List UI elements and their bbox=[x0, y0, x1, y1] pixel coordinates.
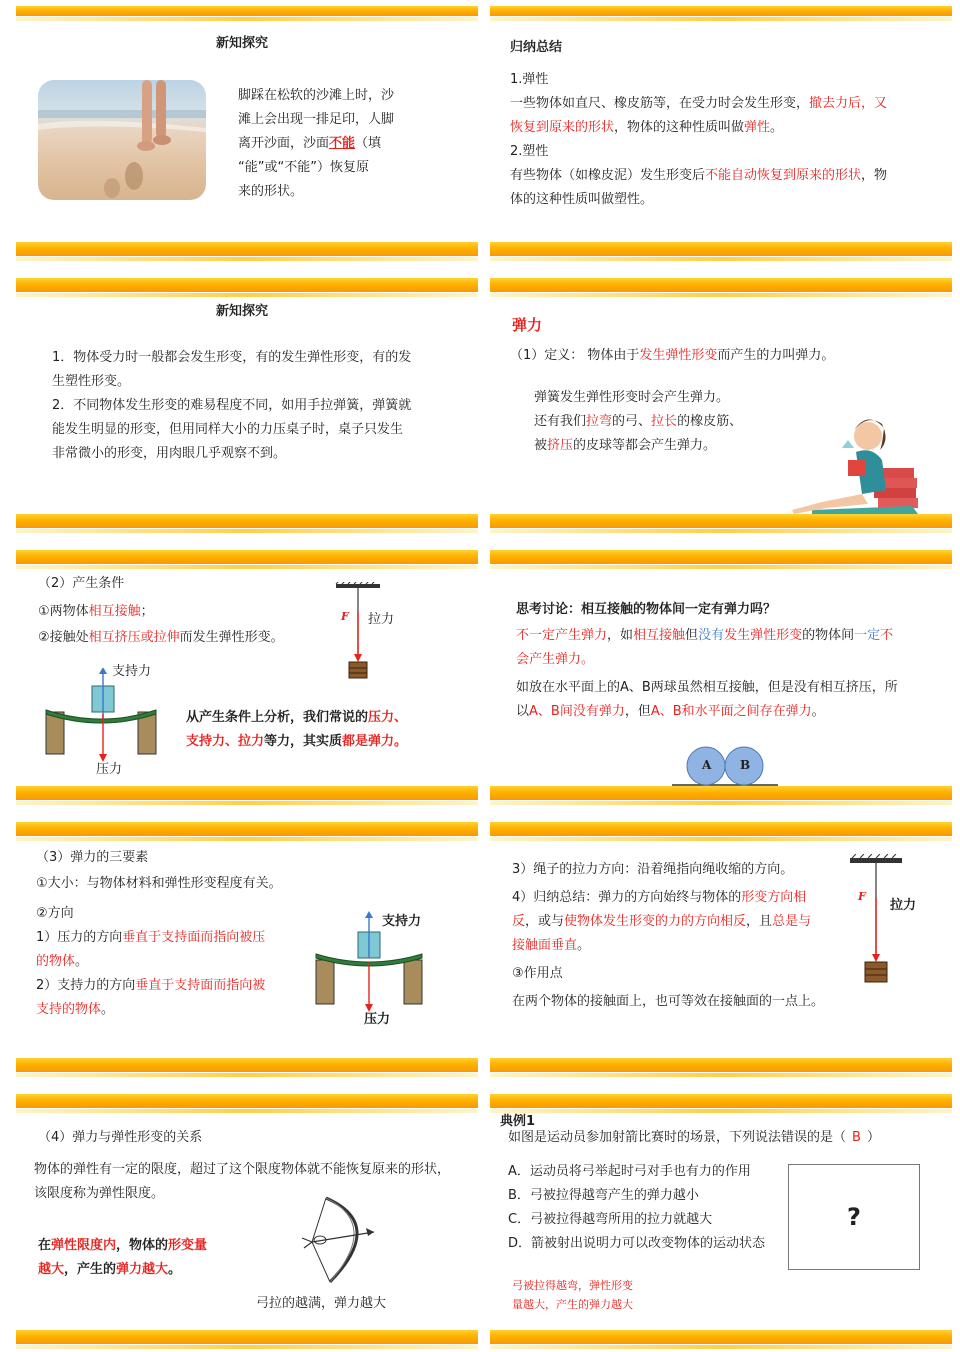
hanging-weight-diagram bbox=[848, 854, 908, 984]
reading-girl-illustration bbox=[782, 410, 932, 520]
section-heading: （3）弹力的三要素 bbox=[36, 850, 149, 865]
slide-1 bbox=[8, 0, 478, 262]
top-bar bbox=[16, 822, 478, 836]
slide-9: （4）弹力与弹性形变的关系 物体的弹性有一定的限度，超过了这个限度物体就不能恢复原来的形状， 该限度称为弹性限度。 在弹性限度内，物体的形变量 越大，产生的弹力越大。 弓拉的越满，弹力越大 bbox=[8, 1088, 478, 1350]
bottom-bar bbox=[16, 1058, 478, 1072]
slide-title: 归纳总结 bbox=[510, 40, 563, 55]
beach-photo bbox=[38, 80, 206, 200]
option-b: B．弓被拉得越弯产生的弹力越小 bbox=[508, 1188, 699, 1203]
bottom-bar bbox=[490, 514, 952, 528]
bottom-bar bbox=[16, 786, 478, 800]
slide-4: 弹力 （1）定义： 物体由于发生弹性形变而产生的力叫弹力。 弹簧发生弹性形变时会产生弹力。 还有我们拉弯的弓、拉长的橡皮筋、 被挤压的皮球等都会产生弹力。 bbox=[482, 272, 952, 534]
top-bar bbox=[16, 278, 478, 292]
option-c: C．弓被拉得越弯所用的拉力就越大 bbox=[508, 1212, 713, 1227]
discussion-question: 思考讨论：相互接触的物体间一定有弹力吗？ bbox=[516, 602, 777, 617]
section-heading: （4）弹力与弹性形变的关系 bbox=[38, 1130, 203, 1145]
option-a: A．运动员将弓举起时弓对手也有力的作用 bbox=[508, 1164, 751, 1179]
slide-6: 思考讨论：相互接触的物体间一定有弹力吗？ 不一定产生弹力，如相互接触但没有发生弹性形变的物体间一定不 会产生弹力。 如放在水平面上的A、B两球虽然相互接触，但是没有相互挤压，所 以A、B间没有弹力，但A、B和水平面之间存在弹力。 A B bbox=[482, 544, 952, 806]
image-placeholder: ? bbox=[788, 1164, 920, 1270]
bottom-bar bbox=[490, 1330, 952, 1344]
slide-title: 新知探究 bbox=[216, 304, 269, 319]
bottom-bar bbox=[16, 514, 478, 528]
top-bar bbox=[490, 278, 952, 292]
top-bar bbox=[16, 6, 478, 16]
force-f-label: F bbox=[341, 610, 349, 623]
bottom-bar bbox=[490, 786, 952, 800]
slide-8: 3）绳子的拉力方向：沿着绳指向绳收缩的方向。 4）归纳总结：弹力的方向始终与物体的形变方向相 反，或与使物体发生形变的力的方向相反，且总是与 接触面垂直。 ③作用点 在两个物体的接触面上，也可等效在接触面的一点上。 F 拉力 bbox=[482, 816, 952, 1078]
option-d: D．箭被射出说明力可以改变物体的运动状态 bbox=[508, 1236, 766, 1251]
slide-5: （2）产生条件 ①两物体相互接触； ②接触处相互挤压或拉伸而发生弹性形变。 F 拉力 支持力 压力 从产生条件上分析，我们常说的压力、 支持力、拉力等力，其实质都是弹力。 bbox=[8, 544, 478, 806]
example-title: 典例1 bbox=[500, 1114, 536, 1129]
ball-a-label: A bbox=[702, 758, 712, 772]
section-heading: （2）产生条件 bbox=[38, 576, 125, 591]
slide-title: 弹力 bbox=[512, 316, 543, 334]
footprints-icon bbox=[38, 80, 206, 200]
force-f-label: F bbox=[858, 890, 866, 903]
answer-blank: 不能 bbox=[329, 136, 356, 151]
answer: B bbox=[852, 1130, 861, 1145]
slide-10: 典例1 如图是运动员参加射箭比赛时的场景，下列说法错误的是（ B ） A．运动员将弓举起时弓对手也有力的作用 B．弓被拉得越弯产生的弹力越小 C．弓被拉得越弯所用的拉力就越大 D．箭被射出说明力可以改变物体的运动状态 ? 弓被拉得越弯，弹性形变 量越大，产生的弹力越大 bbox=[482, 1088, 952, 1350]
bottom-bar bbox=[490, 1058, 952, 1072]
bridge-diagram bbox=[42, 668, 172, 768]
top-bar bbox=[490, 6, 952, 16]
support-label: 支持力 bbox=[382, 914, 422, 929]
top-bar bbox=[490, 550, 952, 564]
support-label: 支持力 bbox=[112, 664, 152, 679]
bottom-bar bbox=[490, 242, 952, 256]
bottom-bar bbox=[16, 1330, 478, 1344]
hanging-weight-diagram bbox=[330, 582, 390, 682]
pull-label: 拉力 bbox=[368, 612, 395, 627]
slide-2: 归纳总结 1.弹性 一些物体如直尺、橡皮筋等，在受力时会发生形变，撤去力后，又 恢复到原来的形状，物体的这种性质叫做弹性。 2.塑性 有些物体（如橡皮泥）发生形变后不能自动恢复到原来的形状，物 体的这种性质叫做塑性。 bbox=[482, 0, 952, 262]
slide-7: （3）弹力的三要素 ①大小：与物体材料和弹性形变程度有关。 ②方向 1）压力的方向垂直于支持面而指向被压 的物体。 2）支持力的方向垂直于支持面而指向被 支持的物体。 支持力 压力 bbox=[8, 816, 478, 1078]
slide-3: 新知探究 1．物体受力时一般都会发生形变，有的发生弹性形变，有的发 生塑性形变。 2．不同物体发生形变的难易程度不同，如用手拉弹簧，弹簧就 能发生明显的形变，但用同样大小的力压桌子时，桌子只发生 非常微小的形变，用肉眼几乎观察不到。 bbox=[8, 272, 478, 534]
top-bar bbox=[490, 1094, 952, 1108]
s1-text: 脚踩在松软的沙滩上时，沙 滩上会出现一排足印，人脚 离开沙面，沙面不能（填 “能”或“不能”）恢复原 来的形状。 bbox=[238, 88, 395, 199]
top-bar bbox=[16, 550, 478, 564]
ball-b-label: B bbox=[740, 758, 751, 772]
press-label: 压力 bbox=[96, 762, 123, 777]
pull-label: 拉力 bbox=[890, 898, 917, 913]
bow-icon bbox=[296, 1194, 386, 1284]
top-bar bbox=[490, 822, 952, 836]
two-balls-diagram bbox=[670, 742, 790, 792]
slide-title: 新知探究 bbox=[216, 36, 269, 51]
bottom-bar bbox=[16, 242, 478, 256]
top-bar bbox=[16, 1094, 478, 1108]
bow-caption: 弓拉的越满，弹力越大 bbox=[256, 1296, 387, 1311]
press-label: 压力 bbox=[364, 1012, 391, 1027]
